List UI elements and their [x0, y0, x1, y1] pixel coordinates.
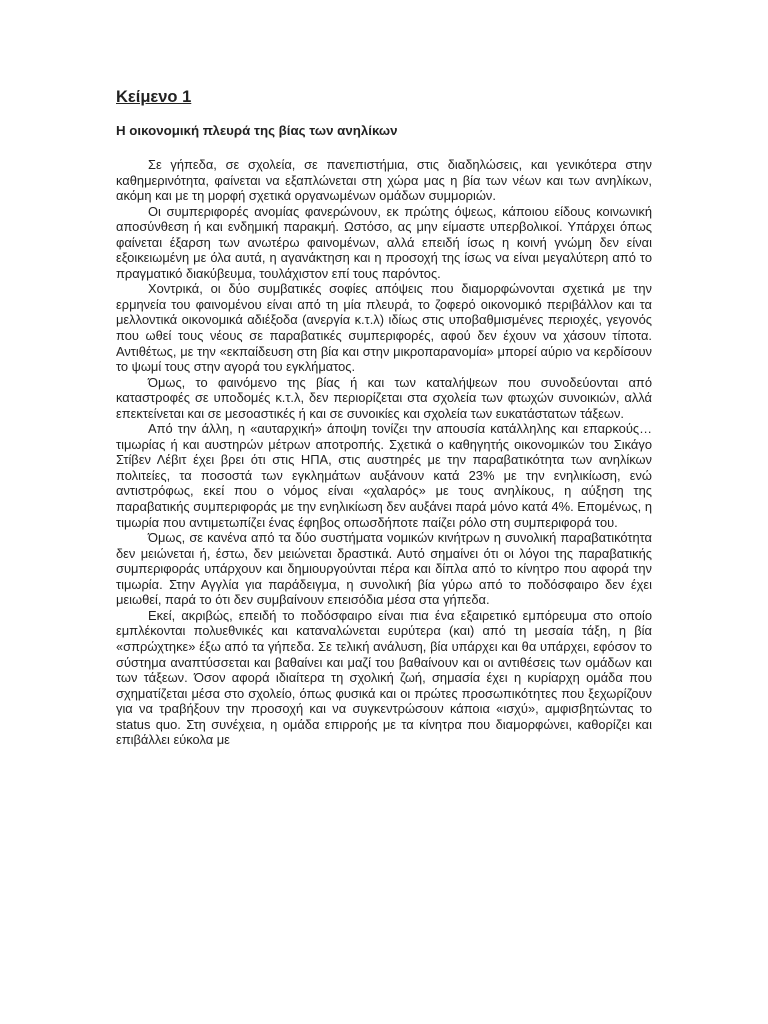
paragraph: Εκεί, ακριβώς, επειδή το ποδόσφαιρο είναι πια ένα εξαιρετικό εμπόρευμα στο οποίο εμπλέκονται πολυεθνικές και καταναλώνεται ευρύτερα (και) από τη μεσαία τάξη, η βία «σπρώχτηκε» έξω από τα γήπεδα. Σε τελική ανάλυση, βία υπάρχει και θα υπάρχει, εφόσον το σύστημα αναπτύσσεται και βαθαίνει και μαζί του βαθαίνουν και οι αντιθέσεις των ομάδων και των τάξεων. Όσον αφορά ιδιαίτερα τη σχολική ζωή, σημασία έχει η κυρίαρχη ομάδα που σχηματίζεται μέσα στο σχολείο, όπως φυσικά και οι πρώτες προσωπικότητες που ξεχωρίζουν για να τραβήξουν την προσοχή και να συγκεντρώσουν κάποια «ισχύ», αμφισβητώντας το status quo. Στη συνέχεια, η ομάδα επιρροής με τα κίνητρα που διαμορφώνει, καθορίζει και επιβάλλει εύκολα με	[116, 607, 652, 748]
paragraph: Οι συμπεριφορές ανομίας φανερώνουν, εκ πρώτης όψεως, κάποιου είδους κοινωνική αποσύνθεση ή και ενδημική παρακμή. Ωστόσο, ας μην είμαστε υπερβολικοί. Υπάρχει όπως φαίνεται έξαρση των ανωτέρω φαινομένων, αλλά επειδή ίσως η κοινή γνώμη δεν είναι εξοικειωμένη με όλα αυτά, η αγανάκτηση και η προσοχή της ίσως να είναι μεγαλύτερη από το πραγματικό διακύβευμα, τουλάχιστον επί τους παρόντος.	[116, 203, 652, 281]
paragraph: Όμως, σε κανένα από τα δύο συστήματα νομικών κινήτρων η συνολική παραβατικότητα δεν μειώνεται ή, έστω, δεν μειώνεται δραστικά. Αυτό σημαίνει ότι οι λόγοι της παραβατικής συμπεριφοράς υπάρχουν και δημιουργούνται πέρα και δίπλα από το κίνητρο που αφορά την τιμωρία. Στην Αγγλία για παράδειγμα, η συνολική βία γύρω από το ποδόσφαιρο δεν έχει μειωθεί, παρά το ότι δεν συμβαίνουν επεισόδια μέσα στα γήπεδα.	[116, 530, 652, 608]
paragraph: Χοντρικά, οι δύο συμβατικές σοφίες απόψεις που διαμορφώνονται σχετικά με την ερμηνεία του φαινομένου είναι από τη μία πλευρά, το ζοφερό οικονομικό περιβάλλον και τα μελλοντικά οικονομικά αδιέξοδα (ανεργία κ.τ.λ) ιδίως στις υποβαθμισμένες περιοχές, γεγονός που ωθεί τους νέους σε παραβατικές συμπεριφορές, αφού δεν έχουν να χάσουν τίποτα. Αντιθέτως, με την «εκπαίδευση στη βία και στην μικροπαρανομία» μπορεί αύριο να κερδίσουν το ψωμί τους στην αγορά του εγκλήματος.	[116, 281, 652, 375]
paragraph: Από την άλλη, η «αυταρχική» άποψη τονίζει την απουσία κατάλληλης και επαρκούς…τιμωρίας ή και αυστηρών μέτρων αποτροπής. Σχετικά ο καθηγητής οικονομικών του Σικάγο Στίβεν Λέβιτ έχει βρει ότι στις ΗΠΑ, στις αυστηρές με την παραβατικότητα των ανηλίκων πολιτείες, τα ποσοστά των εγκλημάτων αυξάνουν κατά 23% με την ενηλικίωση, ενώ αντιστρόφως, εκεί που ο νόμος είναι «χαλαρός» με τους ανηλίκους, η αύξηση της παραβατικής συμπεριφοράς με την ενηλικίωση δεν αυξάνει παρά μόνο κατά 4%. Επομένως, η τιμωρία που αντιμετωπίζει ένας έφηβος οπωσδήποτε παίζει ρόλο στη συμπεριφορά του.	[116, 421, 652, 530]
paragraph: Όμως, το φαινόμενο της βίας ή και των καταλήψεων που συνοδεύονται από καταστροφές σε υποδομές κ.τ.λ, δεν περιορίζεται στα σχολεία των φτωχών συνοικιών, αλλά επεκτείνεται και σε μεσοαστικές ή και σε συνοικίες και σχολεία των ευκατάστατων τάξεων.	[116, 374, 652, 421]
paragraph: Σε γήπεδα, σε σχολεία, σε πανεπιστήμια, στις διαδηλώσεις, και γενικότερα στην καθημερινότητα, φαίνεται να εξαπλώνεται στη χώρα μας η βία των νέων και των ανηλίκων, ακόμη και με τη μορφή σχετικά οργανωμένων ομάδων συμμοριών.	[116, 157, 652, 204]
document-body	[116, 157, 652, 748]
document-title: Κείμενο 1	[116, 88, 192, 106]
document-page	[116, 86, 652, 748]
document-subtitle: Η οικονομική πλευρά της βίας των ανηλίκων	[116, 123, 398, 138]
